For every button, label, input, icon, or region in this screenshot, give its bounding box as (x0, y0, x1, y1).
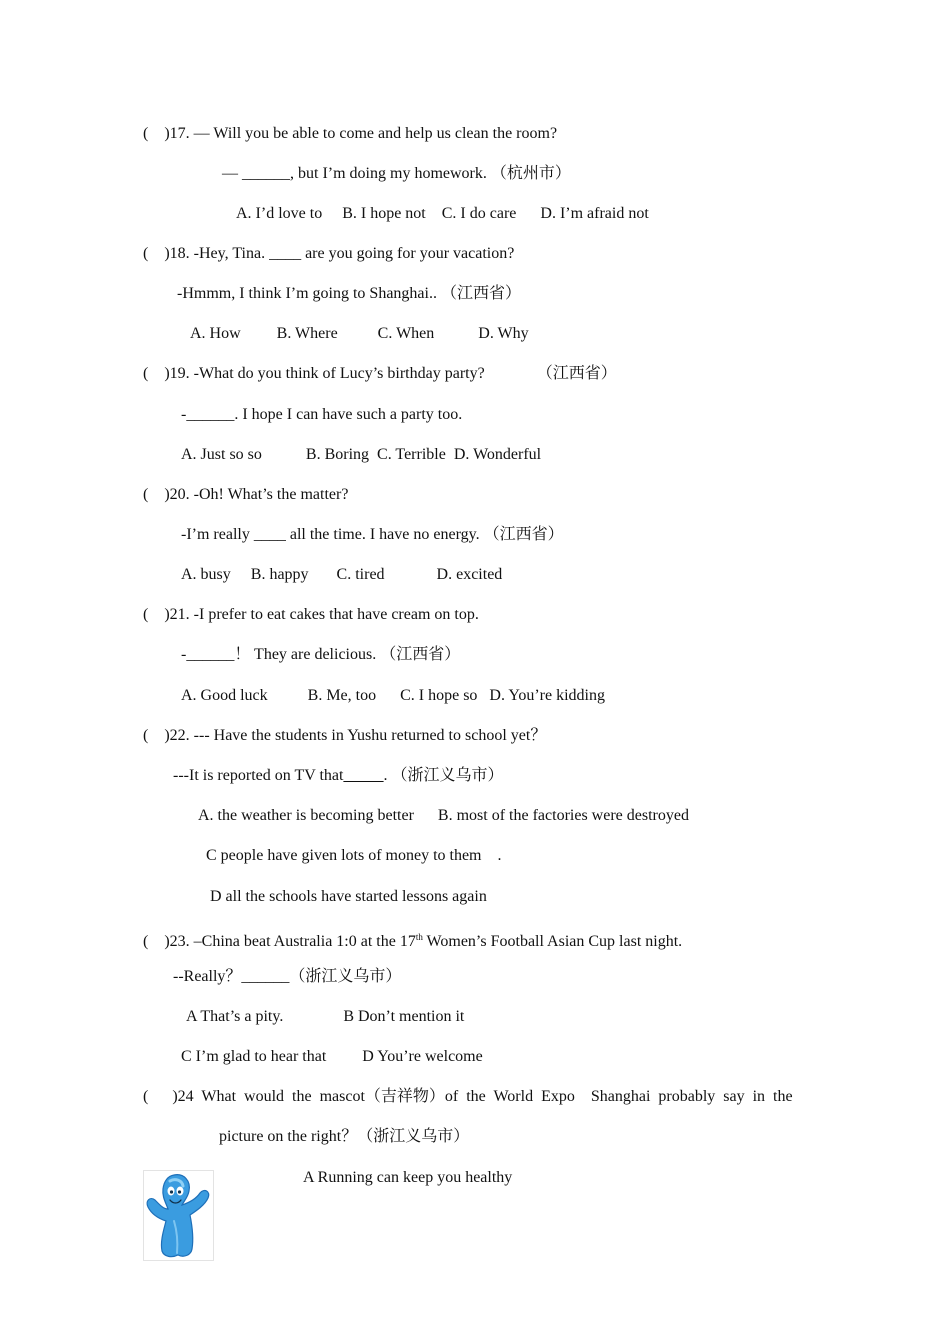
question-19-reply: -______. I hope I can have such a party too. (181, 406, 463, 423)
question-23-reply: --Really？______（浙江义乌市） (173, 968, 402, 985)
question-20-reply: -I’m really ____ all the time. I have no energy. （江西省） (181, 526, 564, 543)
question-17-options: A. I’d love to B. I hope not C. I do care D. I’m afraid not (236, 205, 649, 222)
question-22-option-d: D all the schools have started lessons again (210, 888, 487, 905)
question-18-reply: -Hmmm, I think I’m going to Shanghai.. （江西省） (177, 285, 521, 302)
question-23-options-cd: C I’m glad to hear that D You’re welcome (181, 1048, 483, 1065)
mascot-left-pupil (170, 1190, 173, 1193)
reply-text: ---It is reported on TV that (173, 767, 344, 784)
question-17-stem: ( )17. — Will you be able to come and help us clean the room? (143, 125, 558, 142)
question-20-options: A. busy B. happy C. tired D. excited (181, 566, 503, 583)
question-22-option-c: C people have given lots of money to them . (206, 847, 502, 864)
question-21-reply: -______！ They are delicious. （江西省） (181, 646, 461, 663)
expo-mascot-image (143, 1170, 214, 1261)
question-23-stem (143, 927, 682, 952)
ordinal-suffix: th (415, 932, 423, 942)
question-19-stem: ( )19. -What do you think of Lucy’s birthday party? （江西省） (143, 365, 617, 382)
question-21-stem: ( )21. -I prefer to eat cakes that have cream on top. (143, 606, 479, 623)
reply-region: . （浙江义乌市） (383, 767, 504, 784)
question-24-stem: ( )24 What would the mascot（吉祥物）of the World Expo Shanghai probably say in the (143, 1088, 793, 1105)
question-18-options: A. How B. Where C. When D. Why (190, 325, 529, 342)
question-17-reply: — ______, but I’m doing my homework. （杭州市） (222, 165, 571, 182)
question-19-options: A. Just so so B. Boring C. Terrible D. Wonderful (181, 446, 542, 463)
stem-text: ( )23. –China beat Australia 1:0 at the 17 (143, 933, 416, 950)
mascot-right-pupil (178, 1190, 181, 1193)
answer-blank: _____ (343, 767, 384, 784)
question-24-stem-continued: picture on the right？（浙江义乌市） (219, 1128, 470, 1145)
question-22-options-ab: A. the weather is becoming better B. most of the factories were destroyed (198, 807, 689, 824)
question-18-stem: ( )18. -Hey, Tina. ____ are you going for your vacation? (143, 245, 515, 262)
stem-text-end: Women’s Football Asian Cup last night. (422, 933, 683, 950)
mascot-icon (144, 1171, 213, 1260)
question-24-option-a: A Running can keep you healthy (303, 1169, 513, 1186)
question-21-options: A. Good luck B. Me, too C. I hope so D. You’re kidding (181, 687, 605, 704)
question-22-reply (173, 766, 504, 786)
question-23-options-ab: A That’s a pity. B Don’t mention it (186, 1008, 465, 1025)
question-20-stem: ( )20. -Oh! What’s the matter? (143, 486, 349, 503)
question-22-stem: ( )22. --- Have the students in Yushu returned to school yet？ (143, 727, 547, 744)
